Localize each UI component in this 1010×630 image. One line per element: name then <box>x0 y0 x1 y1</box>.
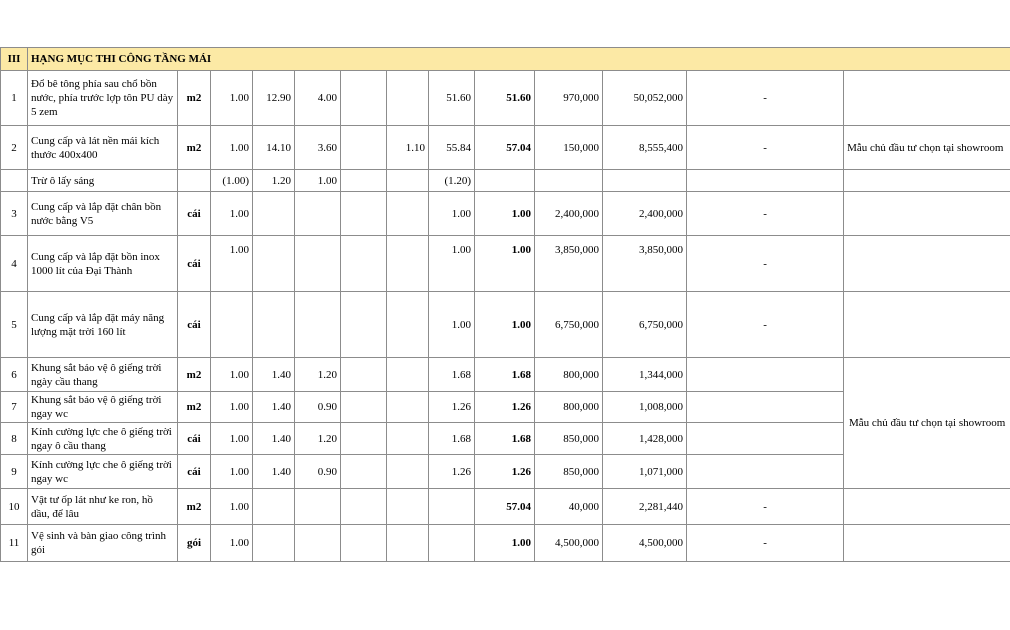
row-height[interactable] <box>341 170 387 192</box>
row-number[interactable]: 6 <box>1 358 28 392</box>
row-unit-price[interactable]: 800,000 <box>535 358 603 392</box>
row-description[interactable]: Khung sắt bảo vệ ô giếng trời ngày cầu thang <box>28 358 178 392</box>
row-width[interactable] <box>295 236 341 292</box>
row-unit-price[interactable]: 850,000 <box>535 455 603 489</box>
row-amount[interactable]: 3,850,000 <box>603 236 687 292</box>
row-dash[interactable] <box>687 392 844 423</box>
row-number[interactable]: 2 <box>1 126 28 170</box>
row-note[interactable] <box>844 170 1010 192</box>
row-description[interactable]: Vệ sinh và bàn giao công trình gói <box>28 525 178 562</box>
row-length[interactable]: 1.40 <box>253 358 295 392</box>
row-length[interactable]: 1.40 <box>253 455 295 489</box>
row-total-qty[interactable]: 1.00 <box>475 292 535 358</box>
row-width[interactable]: 4.00 <box>295 71 341 126</box>
row-dash[interactable]: - <box>687 126 844 170</box>
row-extra[interactable]: 1.10 <box>387 126 429 170</box>
row-total-qty[interactable]: 1.68 <box>475 423 535 455</box>
row-unit[interactable]: m2 <box>178 489 211 525</box>
row-dash[interactable]: - <box>687 489 844 525</box>
row-factor[interactable]: 1.00 <box>211 423 253 455</box>
row-description[interactable]: Đổ bê tông phía sau chổ bồn nước, phía trước lợp tôn PU dày 5 zem <box>28 71 178 126</box>
row-amount[interactable]: 1,071,000 <box>603 455 687 489</box>
row-number[interactable]: 8 <box>1 423 28 455</box>
row-extra[interactable] <box>387 71 429 126</box>
row-total-qty[interactable]: 1.68 <box>475 358 535 392</box>
row-extra[interactable] <box>387 358 429 392</box>
row-note[interactable]: Mẫu chủ đầu tư chọn tại showroom <box>844 126 1010 170</box>
row-length[interactable]: 1.40 <box>253 392 295 423</box>
row-factor[interactable]: 1.00 <box>211 358 253 392</box>
row-description[interactable]: Kính cường lực che ô giếng trời ngay ô cầu thang <box>28 423 178 455</box>
table-row <box>1 292 1010 358</box>
row-number[interactable]: 3 <box>1 192 28 236</box>
row-subtotal[interactable]: 51.60 <box>429 71 475 126</box>
merged-note-cell[interactable]: Mẫu chủ đầu tư chọn tại showroom <box>844 358 1010 489</box>
row-height[interactable] <box>341 392 387 423</box>
row-extra[interactable] <box>387 525 429 562</box>
row-dash[interactable]: - <box>687 71 844 126</box>
table-row <box>1 525 1010 562</box>
row-number[interactable]: 4 <box>1 236 28 292</box>
row-total-qty[interactable]: 1.00 <box>475 236 535 292</box>
row-extra[interactable] <box>387 170 429 192</box>
row-total-qty[interactable] <box>475 170 535 192</box>
row-unit[interactable]: cái <box>178 455 211 489</box>
row-unit[interactable]: cái <box>178 236 211 292</box>
row-number[interactable]: 1 <box>1 71 28 126</box>
row-length[interactable] <box>253 525 295 562</box>
row-width[interactable] <box>295 192 341 236</box>
row-height[interactable] <box>341 423 387 455</box>
row-amount[interactable]: 50,052,000 <box>603 71 687 126</box>
row-total-qty[interactable]: 57.04 <box>475 489 535 525</box>
row-unit-price[interactable]: 3,850,000 <box>535 236 603 292</box>
row-unit-price[interactable]: 800,000 <box>535 392 603 423</box>
row-unit[interactable]: cái <box>178 423 211 455</box>
row-amount[interactable]: 4,500,000 <box>603 525 687 562</box>
row-unit[interactable]: m2 <box>178 71 211 126</box>
row-unit[interactable]: m2 <box>178 392 211 423</box>
row-subtotal[interactable]: 1.00 <box>429 236 475 292</box>
row-dash[interactable] <box>687 170 844 192</box>
row-unit-price[interactable]: 2,400,000 <box>535 192 603 236</box>
row-factor[interactable]: 1.00 <box>211 71 253 126</box>
row-note[interactable] <box>844 71 1010 126</box>
row-width[interactable]: 1.00 <box>295 170 341 192</box>
row-width[interactable]: 1.20 <box>295 358 341 392</box>
row-width[interactable] <box>295 489 341 525</box>
row-description[interactable]: Cung cấp và lắp đặt chân bồn nước bằng V5 <box>28 192 178 236</box>
row-height[interactable] <box>341 126 387 170</box>
section-fill-end[interactable] <box>844 48 1010 71</box>
row-extra[interactable] <box>387 489 429 525</box>
row-width[interactable]: 0.90 <box>295 455 341 489</box>
row-description[interactable]: Khung sắt bảo vệ ô giếng trời ngay wc <box>28 392 178 423</box>
row-height[interactable] <box>341 525 387 562</box>
row-height[interactable] <box>341 71 387 126</box>
table-row <box>1 170 1010 192</box>
row-unit-price[interactable] <box>535 170 603 192</box>
row-unit[interactable]: cái <box>178 192 211 236</box>
table-row <box>1 71 1010 126</box>
row-unit-price[interactable]: 6,750,000 <box>535 292 603 358</box>
row-unit-price[interactable]: 850,000 <box>535 423 603 455</box>
row-length[interactable] <box>253 489 295 525</box>
estimate-table <box>0 47 1010 562</box>
table-row <box>1 192 1010 236</box>
row-note[interactable] <box>844 292 1010 358</box>
row-factor[interactable]: 1.00 <box>211 392 253 423</box>
row-amount[interactable]: 1,344,000 <box>603 358 687 392</box>
row-amount[interactable]: 1,428,000 <box>603 423 687 455</box>
row-unit[interactable]: cái <box>178 292 211 358</box>
row-amount[interactable]: 8,555,400 <box>603 126 687 170</box>
row-note[interactable] <box>844 489 1010 525</box>
row-note[interactable] <box>844 236 1010 292</box>
row-total-qty[interactable]: 57.04 <box>475 126 535 170</box>
row-dash[interactable] <box>687 455 844 489</box>
row-number[interactable]: 9 <box>1 455 28 489</box>
row-amount[interactable]: 6,750,000 <box>603 292 687 358</box>
row-subtotal[interactable]: 55.84 <box>429 126 475 170</box>
table-row <box>1 236 1010 292</box>
row-amount[interactable]: 2,281,440 <box>603 489 687 525</box>
table-row <box>1 358 1010 392</box>
row-number[interactable]: 7 <box>1 392 28 423</box>
row-width[interactable]: 0.90 <box>295 392 341 423</box>
row-description[interactable]: Kính cường lực che ô giếng trời ngay wc <box>28 455 178 489</box>
row-number[interactable]: 11 <box>1 525 28 562</box>
row-length[interactable]: 1.40 <box>253 423 295 455</box>
section-number[interactable]: III <box>1 48 28 71</box>
row-dash[interactable]: - <box>687 192 844 236</box>
row-height[interactable] <box>341 192 387 236</box>
row-height[interactable] <box>341 292 387 358</box>
row-unit[interactable]: gói <box>178 525 211 562</box>
row-subtotal[interactable] <box>429 525 475 562</box>
row-length[interactable]: 14.10 <box>253 126 295 170</box>
row-width[interactable]: 3.60 <box>295 126 341 170</box>
row-description[interactable]: Trừ ô lấy sáng <box>28 170 178 192</box>
row-unit-price[interactable]: 970,000 <box>535 71 603 126</box>
row-extra[interactable] <box>387 392 429 423</box>
row-amount[interactable]: 2,400,000 <box>603 192 687 236</box>
row-subtotal[interactable]: 1.00 <box>429 192 475 236</box>
row-dash[interactable]: - <box>687 525 844 562</box>
row-amount[interactable] <box>603 170 687 192</box>
row-length[interactable] <box>253 292 295 358</box>
row-length[interactable]: 1.20 <box>253 170 295 192</box>
row-factor[interactable]: 1.00 <box>211 236 253 292</box>
row-extra[interactable] <box>387 423 429 455</box>
row-subtotal[interactable]: 1.68 <box>429 358 475 392</box>
row-number[interactable] <box>1 170 28 192</box>
row-height[interactable] <box>341 358 387 392</box>
row-width[interactable] <box>295 525 341 562</box>
row-number[interactable]: 10 <box>1 489 28 525</box>
row-factor[interactable] <box>211 292 253 358</box>
row-description[interactable]: Vật tư ốp lát như ke ron, hồ dầu, để lâu <box>28 489 178 525</box>
section-title[interactable]: HẠNG MỤC THI CÔNG TẦNG MÁI <box>28 48 341 71</box>
row-length[interactable]: 12.90 <box>253 71 295 126</box>
row-dash[interactable]: - <box>687 292 844 358</box>
row-dash[interactable]: - <box>687 236 844 292</box>
row-length[interactable] <box>253 192 295 236</box>
row-factor[interactable]: 1.00 <box>211 192 253 236</box>
row-unit[interactable]: m2 <box>178 358 211 392</box>
section-fill[interactable] <box>341 48 844 71</box>
row-total-qty[interactable]: 1.00 <box>475 525 535 562</box>
row-unit-price[interactable]: 4,500,000 <box>535 525 603 562</box>
row-factor[interactable]: 1.00 <box>211 455 253 489</box>
row-note[interactable] <box>844 192 1010 236</box>
row-factor[interactable]: 1.00 <box>211 126 253 170</box>
row-dash[interactable] <box>687 423 844 455</box>
row-total-qty[interactable]: 51.60 <box>475 71 535 126</box>
row-number[interactable]: 5 <box>1 292 28 358</box>
row-dash[interactable] <box>687 358 844 392</box>
row-total-qty[interactable]: 1.26 <box>475 392 535 423</box>
row-subtotal[interactable]: (1.20) <box>429 170 475 192</box>
row-description[interactable]: Cung cấp và lắp đặt máy năng lượng mặt trời 160 lít <box>28 292 178 358</box>
row-unit-price[interactable]: 150,000 <box>535 126 603 170</box>
table-row <box>1 126 1010 170</box>
row-extra[interactable] <box>387 236 429 292</box>
row-width[interactable]: 1.20 <box>295 423 341 455</box>
row-unit[interactable] <box>178 170 211 192</box>
row-description[interactable]: Cung cấp và lắp đặt bồn inox 1000 lít của Đại Thành <box>28 236 178 292</box>
row-height[interactable] <box>341 489 387 525</box>
row-extra[interactable] <box>387 192 429 236</box>
row-subtotal[interactable]: 1.00 <box>429 292 475 358</box>
row-subtotal[interactable]: 1.26 <box>429 455 475 489</box>
section-header-row <box>1 48 1010 71</box>
row-unit[interactable]: m2 <box>178 126 211 170</box>
row-total-qty[interactable]: 1.26 <box>475 455 535 489</box>
row-description[interactable]: Cung cấp và lát nền mái kích thước 400x400 <box>28 126 178 170</box>
row-height[interactable] <box>341 236 387 292</box>
row-subtotal[interactable] <box>429 489 475 525</box>
row-subtotal[interactable]: 1.68 <box>429 423 475 455</box>
row-note[interactable] <box>844 525 1010 562</box>
row-height[interactable] <box>341 455 387 489</box>
table-row <box>1 489 1010 525</box>
row-unit-price[interactable]: 40,000 <box>535 489 603 525</box>
row-length[interactable] <box>253 236 295 292</box>
row-width[interactable] <box>295 292 341 358</box>
row-extra[interactable] <box>387 455 429 489</box>
row-factor[interactable]: 1.00 <box>211 525 253 562</box>
row-factor[interactable]: (1.00) <box>211 170 253 192</box>
row-extra[interactable] <box>387 292 429 358</box>
row-total-qty[interactable]: 1.00 <box>475 192 535 236</box>
row-factor[interactable]: 1.00 <box>211 489 253 525</box>
row-amount[interactable]: 1,008,000 <box>603 392 687 423</box>
row-subtotal[interactable]: 1.26 <box>429 392 475 423</box>
